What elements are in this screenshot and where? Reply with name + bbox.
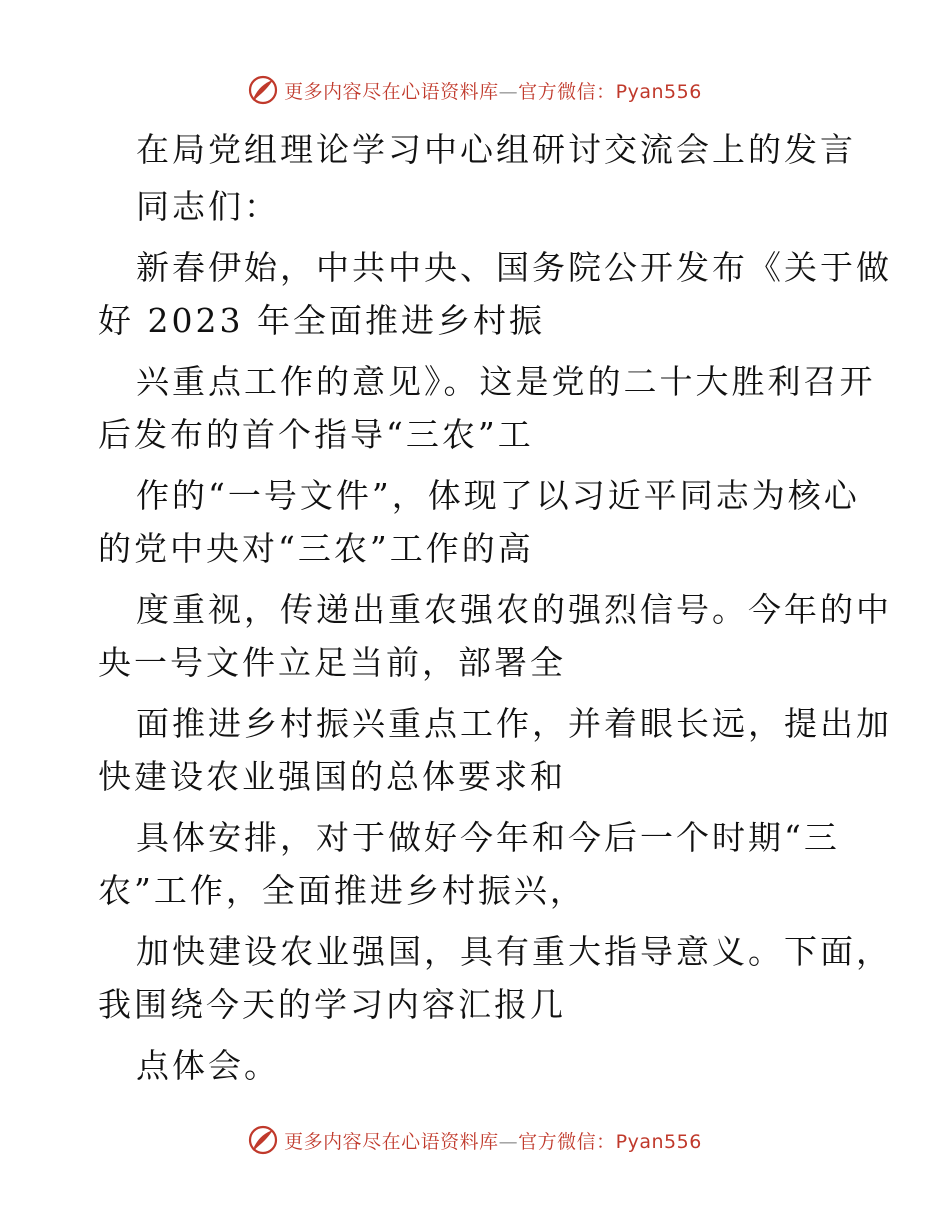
banner-main-text: 更多内容尽在心语资料库 <box>284 80 499 103</box>
paragraph-line: 点体会。 <box>136 1046 280 1085</box>
banner-contact-text: 官方微信：Pyan556 <box>518 80 702 103</box>
header-banner <box>0 70 950 110</box>
paragraph-line: 好 2023 年全面推进乡村振 <box>98 301 545 340</box>
quill-pen-logo-icon <box>248 1125 278 1155</box>
quill-pen-logo-icon <box>248 75 278 105</box>
paragraph-line: 具体安排，对于做好今年和今后一个时期“三 <box>136 818 840 857</box>
paragraph-line: 央一号文件立足当前，部署全 <box>98 643 566 682</box>
banner-dash: — <box>498 80 519 103</box>
paragraph-line: 兴重点工作的意见》。这是党的二十大胜利召开 <box>136 362 876 401</box>
salutation: 同志们： <box>136 187 280 226</box>
paragraph-line: 加快建设农业强国，具有重大指导意义。下面， <box>136 932 892 971</box>
footer-banner <box>0 1120 950 1160</box>
paragraph-line: 度重视，传递出重农强农的强烈信号。今年的中 <box>136 590 892 629</box>
paragraph-line: 我围绕今天的学习内容汇报几 <box>98 985 566 1024</box>
paragraph-line: 面推进乡村振兴重点工作，并着眼长远，提出加 <box>136 704 892 743</box>
paragraph-line: 农”工作，全面推进乡村振兴， <box>98 871 586 910</box>
banner-dash: — <box>498 1130 519 1153</box>
banner-contact-text: 官方微信：Pyan556 <box>518 1130 702 1153</box>
paragraph-line: 快建设农业强国的总体要求和 <box>98 757 566 796</box>
banner-text <box>284 1127 702 1154</box>
paragraph-line: 作的“一号文件”，体现了以习近平同志为核心 <box>136 476 860 515</box>
banner-text <box>284 77 702 104</box>
paragraph-line: 后发布的首个指导“三农”工 <box>98 415 534 454</box>
banner-main-text: 更多内容尽在心语资料库 <box>284 1130 499 1153</box>
paragraph-line: 新春伊始，中共中央、国务院公开发布《关于做 <box>136 248 892 287</box>
document-title: 在局党组理论学习中心组研讨交流会上的发言 <box>136 130 856 169</box>
paragraph-line: 的党中央对“三农”工作的高 <box>98 529 534 568</box>
